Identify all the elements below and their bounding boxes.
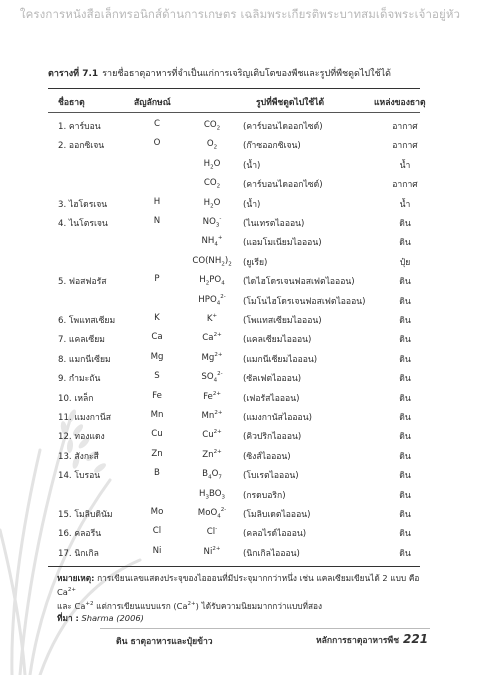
row-form-description: (น้ำ) <box>243 199 261 210</box>
row-source: น้ำ <box>399 199 411 210</box>
row-source: ดิน <box>399 529 411 540</box>
note-label: หมายเหตุ: <box>57 573 95 583</box>
formula-fm2: O <box>213 197 221 208</box>
row-formula <box>186 429 238 442</box>
formula-fm: CO <box>203 178 217 189</box>
formula-fm: Mn <box>201 410 215 421</box>
table-note <box>57 572 437 624</box>
formula-sup: 2+ <box>213 332 222 339</box>
note-line-1: การเขียนเลขแสดงประจุของไอออนที่มีประจุมากกว่าหนึ่ง เช่น แคลเซียมเขียนได้ 2 แบบ คือ Ca <box>57 573 420 597</box>
formula-fm: HPO <box>198 294 217 305</box>
formula-fm: CO <box>203 119 217 130</box>
note-line-2c: ) ได้รับความนิยมมากกว่าแบบที่สอง <box>195 600 323 611</box>
row-symbol: C <box>153 119 160 129</box>
row-symbol: Ni <box>152 545 162 556</box>
row-symbol: N <box>153 216 161 226</box>
note-line-2b: แต่การเขียนแบบแรก (Ca <box>96 600 188 611</box>
row-source: ดิน <box>399 471 411 482</box>
row-element-name: 2. ออกซิเจน <box>58 141 105 152</box>
source-label: ที่มา : <box>57 612 79 623</box>
row-source: ดิน <box>399 413 411 423</box>
footer-book-title: ดิน ธาตุอาหารและปุ๋ยข้าว <box>116 637 213 647</box>
formula-sup: 2+ <box>214 410 223 416</box>
note-line-2a: และ Ca <box>57 600 86 611</box>
row-formula <box>186 177 238 190</box>
row-form-description: (โพแทสเซียมไอออน) <box>243 316 322 326</box>
row-source: ดิน <box>399 316 411 326</box>
formula-sup: - <box>219 216 222 222</box>
row-source: ดิน <box>399 277 411 288</box>
row-symbol: H <box>153 196 161 207</box>
row-formula <box>186 468 238 481</box>
formula-sub: 2 <box>210 164 214 171</box>
formula-fm: H <box>203 158 211 169</box>
row-form-description: (แมกนีเซียมไอออน) <box>243 354 318 365</box>
row-element-name: 5. ฟอสฟอรัส <box>58 277 107 288</box>
formula-sup: 2- <box>220 507 227 513</box>
formula-sub: 4 <box>213 377 218 384</box>
formula-sup: + <box>217 235 223 242</box>
row-formula <box>186 255 238 268</box>
footer-chapter <box>316 632 428 647</box>
formula-sup: 2- <box>217 371 223 378</box>
row-form-description: (คาร์บอนไดออกไซด์) <box>243 122 323 132</box>
row-element-name: 17. นิกเกิล <box>58 548 99 559</box>
table-bottom-rule <box>48 566 420 567</box>
formula-sub: 4 <box>217 513 221 520</box>
row-form-description: (ไดไฮโดรเจนฟอสเฟตไอออน) <box>243 277 355 288</box>
row-source: ดิน <box>399 354 411 365</box>
row-formula <box>186 119 238 132</box>
formula-sub: 3 <box>205 494 209 501</box>
row-element-name: 10. เหล็ก <box>58 393 94 404</box>
row-form-description: (ก๊าซออกซิเจน) <box>243 141 301 152</box>
row-element-name: 4. ไนโตรเจน <box>58 219 108 229</box>
formula-sub: 2 <box>221 261 225 268</box>
row-symbol: S <box>154 371 160 382</box>
formula-sub2: 2 <box>228 261 232 268</box>
formula-sub: 2 <box>205 280 210 287</box>
row-formula <box>186 332 238 345</box>
formula-sub: 2 <box>210 203 214 210</box>
row-symbol: Fe <box>152 390 162 401</box>
row-form-description: (โมลิบเดตไอออน) <box>243 510 311 520</box>
table-top-rule <box>48 88 420 89</box>
row-element-name: 11. แมงกานีส <box>58 413 111 423</box>
row-source: ดิน <box>399 296 411 307</box>
row-source: ดิน <box>399 393 411 404</box>
row-form-description: (ซิงส์ไอออน) <box>243 451 291 462</box>
row-form-description: (คลอไรด์ไอออน) <box>243 529 307 540</box>
row-formula <box>186 274 238 287</box>
formula-sup: 2+ <box>212 390 221 397</box>
row-element-name: 1. คาร์บอน <box>58 122 101 132</box>
row-symbol: O <box>153 138 161 149</box>
formula-fm: K <box>206 313 213 324</box>
row-form-description: (ยูเรีย) <box>243 257 268 268</box>
row-source: ดิน <box>399 510 411 520</box>
formula-fm2: O <box>213 158 221 169</box>
formula-sub: 4 <box>214 241 218 248</box>
row-formula <box>186 216 238 229</box>
footer-chapter-title: หลักการธาตุอาหารพืช <box>316 636 400 646</box>
row-formula <box>186 507 238 520</box>
table-caption <box>48 66 468 80</box>
row-source: ดิน <box>399 432 411 443</box>
row-symbol: B <box>154 468 160 479</box>
row-formula <box>186 352 238 365</box>
row-element-name: 7. แคลเซียม <box>58 335 105 346</box>
row-source: ดิน <box>399 374 411 385</box>
row-symbol: K <box>154 313 160 323</box>
row-formula <box>186 158 238 171</box>
row-formula <box>186 526 238 539</box>
formula-sub: 2 <box>216 183 221 190</box>
formula-fm: NH <box>201 236 215 247</box>
row-symbol: P <box>154 274 160 285</box>
row-symbol: Cl <box>152 526 162 537</box>
row-element-name: 16. คลอรีน <box>58 529 102 540</box>
row-element-name: 14. โบรอน <box>58 471 101 482</box>
formula-sub2: 4 <box>221 280 225 287</box>
row-source: ดิน <box>399 451 411 462</box>
row-source: น้ำ <box>399 160 411 171</box>
formula-sup: + <box>212 313 218 319</box>
formula-sub2: 7 <box>218 474 222 481</box>
formula-fm2: PO <box>209 275 222 286</box>
formula-sup: 2- <box>220 293 226 300</box>
row-element-name: 15. โมลิบดินัม <box>58 510 113 520</box>
row-symbol: Zn <box>151 448 163 459</box>
column-header-name: ชื่อธาตุ <box>58 98 85 108</box>
formula-fm: Ni <box>203 546 213 557</box>
formula-fm: SO <box>201 372 214 383</box>
row-form-description: (คาร์บอนไดออกไซด์) <box>243 180 323 191</box>
formula-fm: O <box>206 139 214 150</box>
row-source: ดิน <box>399 335 411 346</box>
formula-fm: Mg <box>201 352 215 363</box>
note-sup-2: +2 <box>85 600 94 607</box>
formula-fm: H <box>199 275 206 286</box>
formula-fm2: ) <box>224 255 229 266</box>
row-element-name: 12. ทองแดง <box>58 432 105 443</box>
column-header-form: รูปที่พืชดูดไปใช้ได้ <box>256 98 325 108</box>
row-element-name: 9. กำมะถัน <box>58 374 101 385</box>
footer-rule <box>100 628 430 629</box>
row-formula <box>186 546 238 559</box>
row-formula <box>186 410 238 423</box>
table-caption-label: ตารางที่ 7.1 <box>48 69 99 79</box>
row-source: ดิน <box>399 219 411 229</box>
row-source: ดิน <box>399 238 411 249</box>
table-caption-text: รายชื่อธาตุอาหารที่จำเป็นแก่การเจริญเติบโตของพืชและรูปที่พืชดูดไปใช้ได้ <box>102 69 391 79</box>
row-formula <box>186 449 238 462</box>
row-formula <box>186 197 238 210</box>
row-formula <box>186 371 238 384</box>
row-form-description: (แอมโมเนียมไอออน) <box>243 238 322 249</box>
column-header-source: แหล่งของธาตุ <box>374 98 426 108</box>
formula-fm: CO(NH <box>192 255 222 266</box>
row-formula <box>186 138 238 151</box>
row-form-description: (โบเรตไอออน) <box>243 471 299 482</box>
formula-sup: - <box>215 526 218 533</box>
formula-fm: Cu <box>202 430 214 441</box>
note-sup-1: 2+ <box>67 587 76 593</box>
formula-sup: 2+ <box>213 429 222 436</box>
row-form-description: (โมโนไฮโดรเจนฟอสเฟตไอออน) <box>243 296 366 307</box>
row-source: ดิน <box>399 490 411 501</box>
row-element-name: 3. ไฮโดรเจน <box>58 199 108 210</box>
row-form-description: (น้ำ) <box>243 160 261 171</box>
row-form-description: (ซัลเฟตไอออน) <box>243 374 302 385</box>
formula-sup: 2+ <box>214 351 223 358</box>
row-form-description: (แคลเซียมไอออน) <box>243 335 312 346</box>
formula-sub: 4 <box>208 474 212 481</box>
page-number: 221 <box>403 632 429 646</box>
formula-fm: Fe <box>203 391 213 402</box>
formula-fm: Ca <box>202 333 214 344</box>
formula-fm: H <box>199 488 206 499</box>
source-text: Sharma (2006) <box>81 612 144 623</box>
row-source: ดิน <box>399 548 411 559</box>
row-symbol: Cu <box>151 429 163 440</box>
formula-sub: 3 <box>215 222 220 229</box>
formula-fm2: O <box>211 469 219 480</box>
formula-fm: B <box>202 469 209 480</box>
row-form-description: (คิวปริกไอออน) <box>243 432 302 443</box>
formula-sub: 2 <box>213 144 218 151</box>
formula-sub2: 3 <box>221 494 225 501</box>
row-formula <box>186 488 238 501</box>
row-symbol: Mg <box>150 351 164 362</box>
row-form-description: (กรดบอริก) <box>243 490 286 501</box>
page-header: ใครงการหนังสือเล็กทรอนิกส์ด้านการเกษตร เฉลิมพระเกียรติพระบาทสมเด็จพระเจ้าอยู่หัว <box>19 7 461 21</box>
formula-fm2: BO <box>208 488 222 499</box>
row-form-description: (ไนเทรตไอออน) <box>243 219 305 229</box>
row-formula <box>186 235 238 248</box>
row-form-description: (เฟอรัสไอออน) <box>243 393 300 404</box>
row-form-description: (แมงกานัสไอออน) <box>243 413 312 423</box>
row-formula <box>186 294 238 307</box>
row-symbol: Mn <box>150 410 164 420</box>
row-source: อากาศ <box>392 180 418 191</box>
formula-fm: H <box>203 197 211 208</box>
row-element-name: 6. โพแทสเซียม <box>58 316 116 326</box>
row-formula <box>186 313 238 326</box>
row-source: อากาศ <box>392 122 418 132</box>
row-formula <box>186 391 238 404</box>
formula-sup: 2+ <box>213 448 222 455</box>
formula-sup: 2+ <box>212 545 221 552</box>
formula-fm: NO <box>202 216 216 227</box>
note-sup-3: 2+ <box>187 600 196 607</box>
formula-sub: 4 <box>216 300 221 307</box>
row-source: ปุ๋ย <box>399 257 411 268</box>
formula-sub: 2 <box>216 125 221 132</box>
formula-fm: Cl <box>206 527 216 538</box>
formula-fm: MoO <box>197 507 218 518</box>
row-source: อากาศ <box>392 141 418 152</box>
formula-fm: Zn <box>202 449 214 460</box>
table-header-rule <box>48 112 420 113</box>
row-form-description: (นิกเกิลไอออน) <box>243 548 300 559</box>
row-element-name: 8. แมกนีเซียม <box>58 354 111 365</box>
row-element-name: 13. สังกะสี <box>58 451 99 462</box>
row-symbol: Ca <box>151 332 163 343</box>
row-symbol: Mo <box>150 507 164 517</box>
column-header-symbol: สัญลักษณ์ <box>134 98 171 108</box>
